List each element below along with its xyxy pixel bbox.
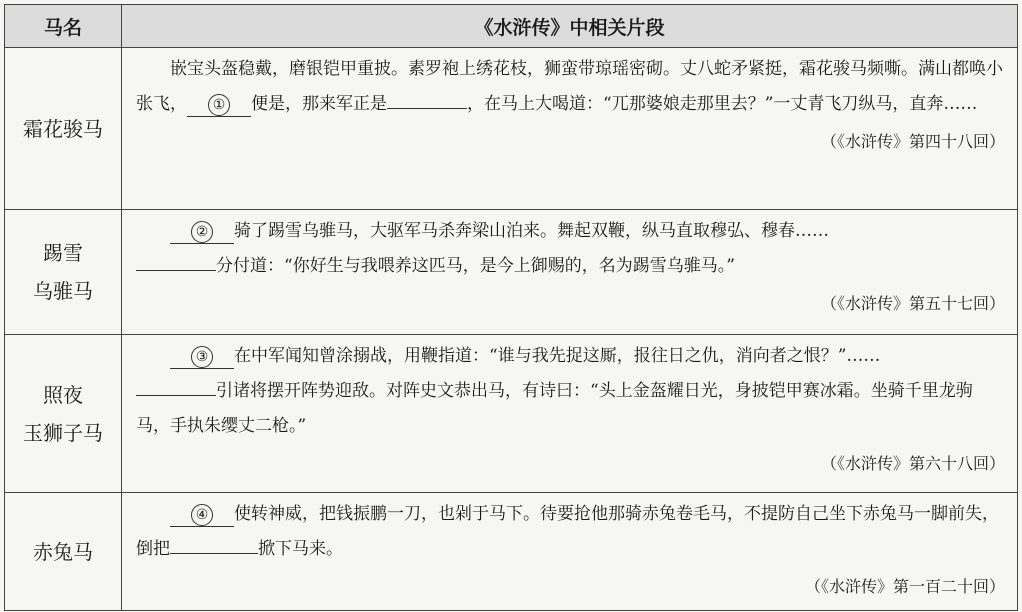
excerpt-text: 在中军闻知曾涂搦战，用鞭指道：“谁与我先捉这厮，报往日之仇，消向者之恨？”…… bbox=[234, 346, 881, 366]
chapter-source: （《水浒传》第四十八回） bbox=[820, 132, 1005, 151]
chapter-source: （《水浒传》第六十八回） bbox=[820, 454, 1005, 473]
excerpt-paragraph bbox=[136, 52, 1005, 122]
chapter-source: （《水浒传》第一百二十回） bbox=[804, 577, 1005, 596]
header-horse-name: 马名 bbox=[5, 5, 122, 48]
excerpt-cell bbox=[122, 335, 1018, 493]
table-row bbox=[5, 493, 1018, 611]
excerpt-text: 分付道：“你好生与我喂养这匹马，是今上御赐的，名为踢雪乌骓马。” bbox=[216, 256, 735, 276]
excerpt-cell bbox=[122, 210, 1018, 335]
excerpt-cell bbox=[122, 493, 1018, 611]
answer-blank[interactable] bbox=[387, 90, 467, 109]
excerpt-paragraph bbox=[136, 339, 1005, 374]
table-header-row bbox=[5, 5, 1018, 48]
answer-blank[interactable] bbox=[170, 535, 258, 554]
horse-name: 赤兔马 bbox=[33, 539, 93, 564]
answer-blank-numbered[interactable] bbox=[170, 219, 234, 244]
answer-blank-numbered[interactable] bbox=[170, 344, 234, 369]
excerpt-text: 引诸将摆开阵势迎敌。对阵史文恭出马，有诗曰：“头上金盔耀日光，身披铠甲赛冰霜。坐骑千里龙驹马，手执朱缨丈二枪。” bbox=[136, 381, 973, 436]
horse-names-table bbox=[4, 4, 1018, 611]
excerpt-text: 便是，那来军正是 bbox=[251, 94, 387, 114]
chapter-source: （《水浒传》第五十七回） bbox=[820, 294, 1005, 313]
excerpt-text: ，在马上大喝道：“兀那婆娘走那里去？”一丈青飞刀纵马，直奔…… bbox=[467, 94, 978, 114]
horse-name-line: 照夜 bbox=[43, 382, 83, 407]
excerpt-paragraph bbox=[136, 374, 1005, 444]
horse-name-line: 玉狮子马 bbox=[23, 420, 103, 445]
horse-name-cell bbox=[5, 210, 122, 335]
table-row bbox=[5, 48, 1018, 210]
horse-name-cell bbox=[5, 493, 122, 611]
blank-number: ④ bbox=[191, 504, 213, 526]
header-excerpts: 《水浒传》中相关片段 bbox=[122, 5, 1018, 48]
blank-number: ① bbox=[208, 94, 230, 116]
table-row bbox=[5, 210, 1018, 335]
horse-name-line: 踢雪 bbox=[43, 241, 83, 265]
horse-name-cell bbox=[5, 48, 122, 210]
excerpt-text: 骑了踢雪乌骓马，大驱军马杀奔梁山泊来。舞起双鞭，纵马直取穆弘、穆春…… bbox=[234, 221, 829, 241]
excerpt-cell bbox=[122, 48, 1018, 210]
excerpt-text: 嵌宝头盔稳戴，磨银铠甲重披。素罗袍上绣花枝，狮蛮带琼瑶密砌。丈八蛇矛紧挺，霜花骏马频嘶。满山都唤小张飞， bbox=[136, 59, 1003, 114]
blank-number: ③ bbox=[191, 346, 213, 368]
excerpt-text: 使转神威，把钱振鹏一刀，也剁于马下。待要抢他那骑赤兔卷毛马，不提防自己坐下赤兔马一脚前失，倒把 bbox=[136, 504, 999, 559]
answer-blank[interactable] bbox=[136, 252, 216, 271]
excerpt-paragraph bbox=[136, 497, 1005, 567]
excerpt-paragraph bbox=[136, 249, 1005, 284]
excerpt-paragraph bbox=[136, 214, 1005, 249]
horse-name-line: 乌骓马 bbox=[33, 279, 93, 303]
blank-number: ② bbox=[191, 221, 213, 243]
answer-blank[interactable] bbox=[136, 377, 216, 396]
answer-blank-numbered[interactable] bbox=[170, 502, 234, 527]
horse-name-cell bbox=[5, 335, 122, 493]
table-row bbox=[5, 335, 1018, 493]
excerpt-text: 掀下马来。 bbox=[258, 539, 343, 559]
horse-name: 霜花骏马 bbox=[23, 116, 103, 141]
answer-blank-numbered[interactable] bbox=[187, 92, 251, 117]
